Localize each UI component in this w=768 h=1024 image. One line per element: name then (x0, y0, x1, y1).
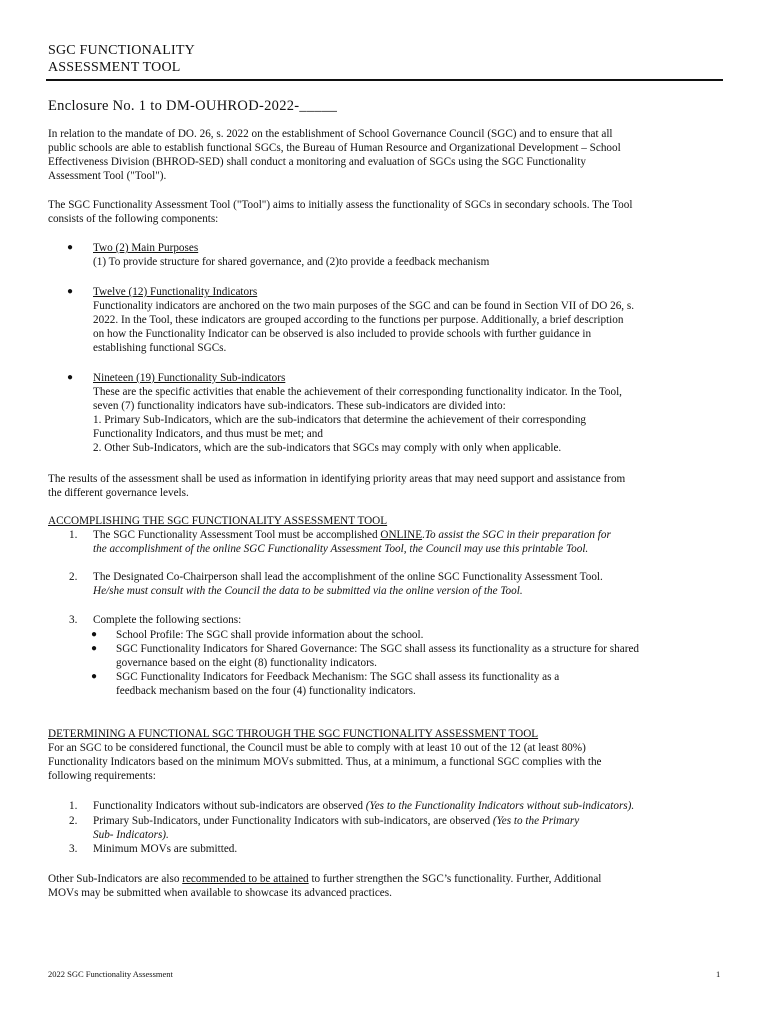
requirement-1 (93, 799, 733, 813)
list-number: 2. (69, 815, 78, 827)
requirement-2-line1 (93, 814, 733, 828)
component-line: seven (7) functionality indicators have sub-indicators. These sub-indicators are divided into: (93, 400, 506, 412)
bullet-icon: ● (91, 629, 98, 640)
section-item-line: governance based on the eight (8) functionality indicators. (116, 657, 377, 669)
section-item-line: SGC Functionality Indicators for Shared Governance: The SGC shall assess its functionality as a structure for shared (116, 643, 640, 655)
component-line: establishing functional SGCs. (93, 342, 227, 354)
intro-p2-line2: consists of the following components: (48, 213, 219, 225)
intro-p1-line2: public schools are able to establish functional SGCs, the Bureau of Human Resource and Organizational Development – School (48, 142, 621, 154)
component-line: Functionality indicators are anchored on the two main purposes of the SGC and can be found in Section VII of DO 26, s. (93, 300, 635, 312)
section-item-line: feedback mechanism based on the four (4) functionality indicators. (116, 685, 416, 697)
section-item-feedback-mechanism (116, 670, 736, 698)
closing-text-a: Other Sub-Indicators are also (48, 873, 183, 885)
enclosure-reference: Enclosure No. 1 to DM-OUHROD-2022-_____ (48, 98, 338, 114)
header-divider (46, 79, 723, 81)
list-number: 3. (69, 614, 78, 626)
component-heading: Nineteen (19) Functionality Sub-indicators (93, 372, 286, 384)
component-functionality-indicators (93, 285, 733, 355)
accomplish-item-1-line2: the accomplishment of the online SGC Functionality Assessment Tool, the Council may use this printable Tool. (93, 543, 589, 555)
accomplish-item-1-line1 (93, 528, 733, 542)
component-line: These are the specific activities that enable the achievement of their corresponding functionality indicator. In the Tool, (93, 386, 622, 398)
results-paragraph (48, 472, 728, 500)
intro-paragraph-2 (48, 198, 728, 226)
bullet-icon: ● (67, 372, 74, 383)
bullet-icon: ● (91, 643, 98, 654)
determining-paragraph (48, 741, 728, 783)
accomplish-item-1-period: . (422, 529, 425, 541)
header-title-line2: ASSESSMENT TOOL (48, 60, 181, 75)
component-heading: Two (2) Main Purposes (93, 242, 199, 254)
component-line: (1) To provide structure for shared governance, and (2)to provide a feedback mechanism (93, 256, 490, 268)
component-line: Functionality Indicators, and thus must be met; and (93, 428, 323, 440)
intro-paragraph-1 (48, 127, 728, 183)
intro-p1-line4: Assessment Tool ("Tool"). (48, 170, 167, 182)
accomplish-item-1-italic: To assist the SGC in their preparation for (424, 529, 611, 541)
bullet-icon: ● (67, 242, 74, 253)
accomplish-item-2-line2: He/she must consult with the Council the data to be submitted via the online version of the Tool. (93, 585, 523, 597)
intro-p1-line3: Effectiveness Division (BHROD-SED) shall conduct a monitoring and evaluation of SGCs using the SGC Functionality (48, 156, 586, 168)
determining-line3: following requirements: (48, 770, 156, 782)
results-line2: the different governance levels. (48, 487, 189, 499)
accomplish-item-1 (93, 528, 733, 556)
closing-line2: MOVs may be submitted when available to showcase its advanced practices. (48, 887, 392, 899)
determining-line2: Functionality Indicators based on the minimum MOVs submitted. Thus, at a minimum, a functional SGC complies with the (48, 756, 602, 768)
list-number: 1. (69, 529, 78, 541)
section-item-line: School Profile: The SGC shall provide information about the school. (116, 629, 424, 641)
closing-line1 (48, 872, 728, 886)
requirement-1-text: Functionality Indicators without sub-indicators are observed (93, 800, 366, 812)
requirement-2-line2: Sub- Indicators). (93, 829, 169, 841)
requirement-2-italic: (Yes to the Primary (492, 815, 580, 827)
accomplish-item-3: Complete the following sections: (93, 614, 242, 626)
bullet-icon: ● (91, 671, 98, 682)
component-main-purposes (93, 241, 733, 269)
component-line: 2. Other Sub-Indicators, which are the sub-indicators that SGCs may comply with only when applicable. (93, 442, 562, 454)
component-heading: Twelve (12) Functionality Indicators (93, 286, 258, 298)
requirement-2 (93, 814, 733, 842)
list-number: 1. (69, 800, 78, 812)
list-number: 3. (69, 843, 78, 855)
online-emphasis: ONLINE (380, 529, 423, 541)
intro-p2-line1: The SGC Functionality Assessment Tool ("Tool") aims to initially assess the functionality of SGCs in secondary schools. The Tool (48, 199, 633, 211)
section-heading-determining: DETERMINING A FUNCTIONAL SGC THROUGH THE SGC FUNCTIONALITY ASSESSMENT TOOL (48, 728, 539, 740)
accomplish-item-2 (93, 570, 733, 598)
section-item-school-profile (116, 628, 736, 642)
component-line: on how the Functionality Indicator can be observed is also included to provide schools with further guidance in (93, 328, 592, 340)
intro-p1-line1: In relation to the mandate of DO. 26, s. 2022 on the establishment of School Governance Council (SGC) and to ensure that all (48, 128, 613, 140)
determining-line1: For an SGC to be considered functional, the Council must be able to comply with at least 10 out of the 12 (at least 80%) (48, 742, 586, 754)
bullet-icon: ● (67, 286, 74, 297)
closing-text-b: to further strengthen the SGC’s functionality. Further, Additional (308, 873, 602, 885)
footer-page-number: 1 (716, 969, 721, 979)
results-line1: The results of the assessment shall be used as information in identifying priority areas that may need support and assistance from (48, 473, 626, 485)
closing-paragraph (48, 872, 728, 900)
requirement-2-text: Primary Sub-Indicators, under Functionality Indicators with sub-indicators, are observed (93, 815, 493, 827)
component-line: 2022. In the Tool, these indicators are grouped according to the functions per purpose. Additionally, a brief description (93, 314, 624, 326)
list-number: 2. (69, 571, 78, 583)
header-title-line1: SGC FUNCTIONALITY (48, 43, 195, 58)
section-item-shared-governance (116, 642, 736, 670)
component-sub-indicators (93, 371, 733, 455)
component-line: 1. Primary Sub-Indicators, which are the sub-indicators that determine the achievement of their corresponding (93, 414, 587, 426)
document-header-title (48, 42, 348, 76)
accomplish-item-2-line1: The Designated Co-Chairperson shall lead the accomplishment of the online SGC Functionality Assessment Tool. (93, 571, 603, 583)
section-heading-accomplishing: ACCOMPLISHING THE SGC FUNCTIONALITY ASSESSMENT TOOL (48, 515, 388, 527)
requirement-3: Minimum MOVs are submitted. (93, 843, 238, 855)
footer-document-title: 2022 SGC Functionality Assessment (48, 969, 173, 979)
section-item-line: SGC Functionality Indicators for Feedback Mechanism: The SGC shall assess its functionality as a (116, 671, 560, 683)
accomplish-item-1-text: The SGC Functionality Assessment Tool must be accomplished (93, 529, 381, 541)
requirement-1-italic: (Yes to the Functionality Indicators without sub-indicators). (365, 800, 635, 812)
closing-underlined: recommended to be attained (182, 873, 309, 885)
